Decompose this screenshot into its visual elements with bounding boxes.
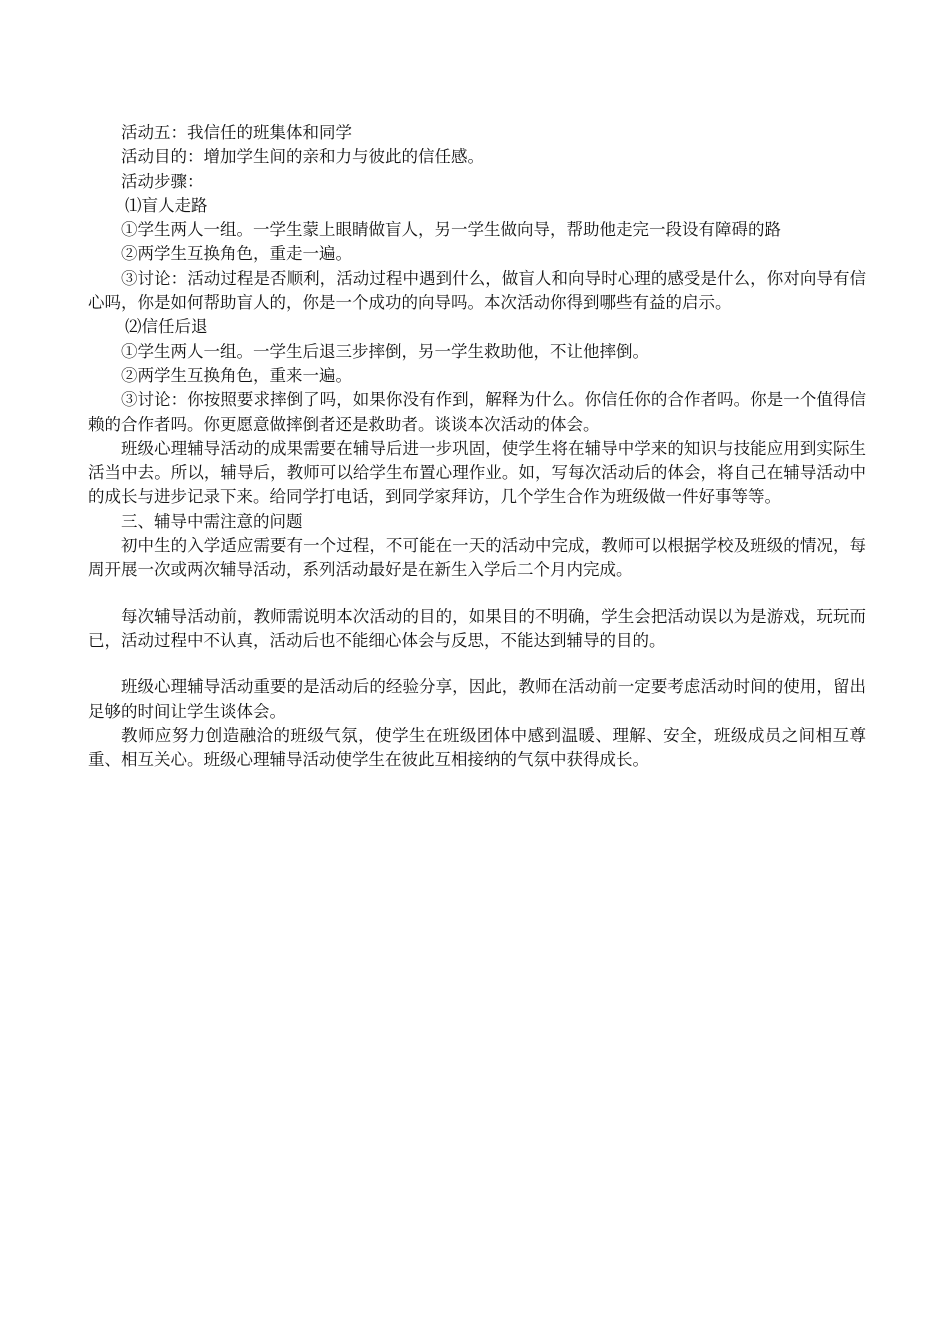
paragraph: ②两学生互换角色，重走一遍。 — [121, 244, 352, 264]
paragraph: ③讨论：你按照要求摔倒了吗，如果你没有作到，解释为什么。你信任你的合作者吗。你是一个值得信赖的合作者吗。你更愿意做摔倒者还是救助者。谈谈本次活动的体会。 — [88, 390, 866, 434]
paragraph: 三、辅导中需注意的问题 — [121, 511, 303, 531]
subheading: ⑴盲人走路 — [125, 195, 208, 215]
paragraph: 班级心理辅导活动重要的是活动后的经验分享，因此，教师在活动前一定要考虑活动时间的使用，留出足够的时间让学生谈体会。 — [88, 677, 866, 721]
paragraph: 初中生的入学适应需要有一个过程，不可能在一天的活动中完成，教师可以根据学校及班级的情况，每周开展一次或两次辅导活动，系列活动最好是在新生入学后二个月内完成。 — [88, 536, 866, 580]
paragraph: 每次辅导活动前，教师需说明本次活动的目的，如果目的不明确，学生会把活动误以为是游戏，玩玩而已，活动过程中不认真，活动后也不能细心体会与反思，不能达到辅导的目的。 — [88, 606, 866, 650]
document-page — [88, 121, 866, 772]
paragraph: 活动目的：增加学生间的亲和力与彼此的信任感。 — [121, 147, 484, 167]
paragraph-spacer — [88, 583, 866, 605]
paragraph: 活动步骤： — [121, 171, 204, 191]
paragraph: ①学生两人一组。一学生后退三步摔倒，另一学生救助他，不让他摔倒。 — [121, 341, 649, 361]
document-body — [88, 121, 866, 772]
paragraph-spacer — [88, 653, 866, 675]
paragraph: ②两学生互换角色，重来一遍。 — [121, 365, 352, 385]
paragraph: 活动五：我信任的班集体和同学 — [121, 123, 352, 142]
paragraph: 班级心理辅导活动的成果需要在辅导后进一步巩固，使学生将在辅导中学来的知识与技能应用到实际生活当中去。所以，辅导后，教师可以给学生布置心理作业。如，写每次活动后的体会，将自己在辅导活动中的成长与进步记录下来。给同学打电话，到同学家拜访，几个学生合作为班级做一件好事等等。 — [88, 438, 866, 507]
paragraph: ①学生两人一组。一学生蒙上眼睛做盲人，另一学生做向导，帮助他走完一段设有障碍的路 — [121, 220, 781, 240]
subheading: ⑵信任后退 — [125, 317, 208, 337]
paragraph: ③讨论：活动过程是否顺利，活动过程中遇到什么，做盲人和向导时心理的感受是什么，你对向导有信心吗，你是如何帮助盲人的，你是一个成功的向导吗。本次活动你得到哪些有益的启示。 — [88, 268, 866, 313]
paragraph: 教师应努力创造融洽的班级气氛，使学生在班级团体中感到温暖、理解、安全，班级成员之间相互尊重、相互关心。班级心理辅导活动使学生在彼此互相接纳的气氛中获得成长。 — [88, 725, 866, 770]
